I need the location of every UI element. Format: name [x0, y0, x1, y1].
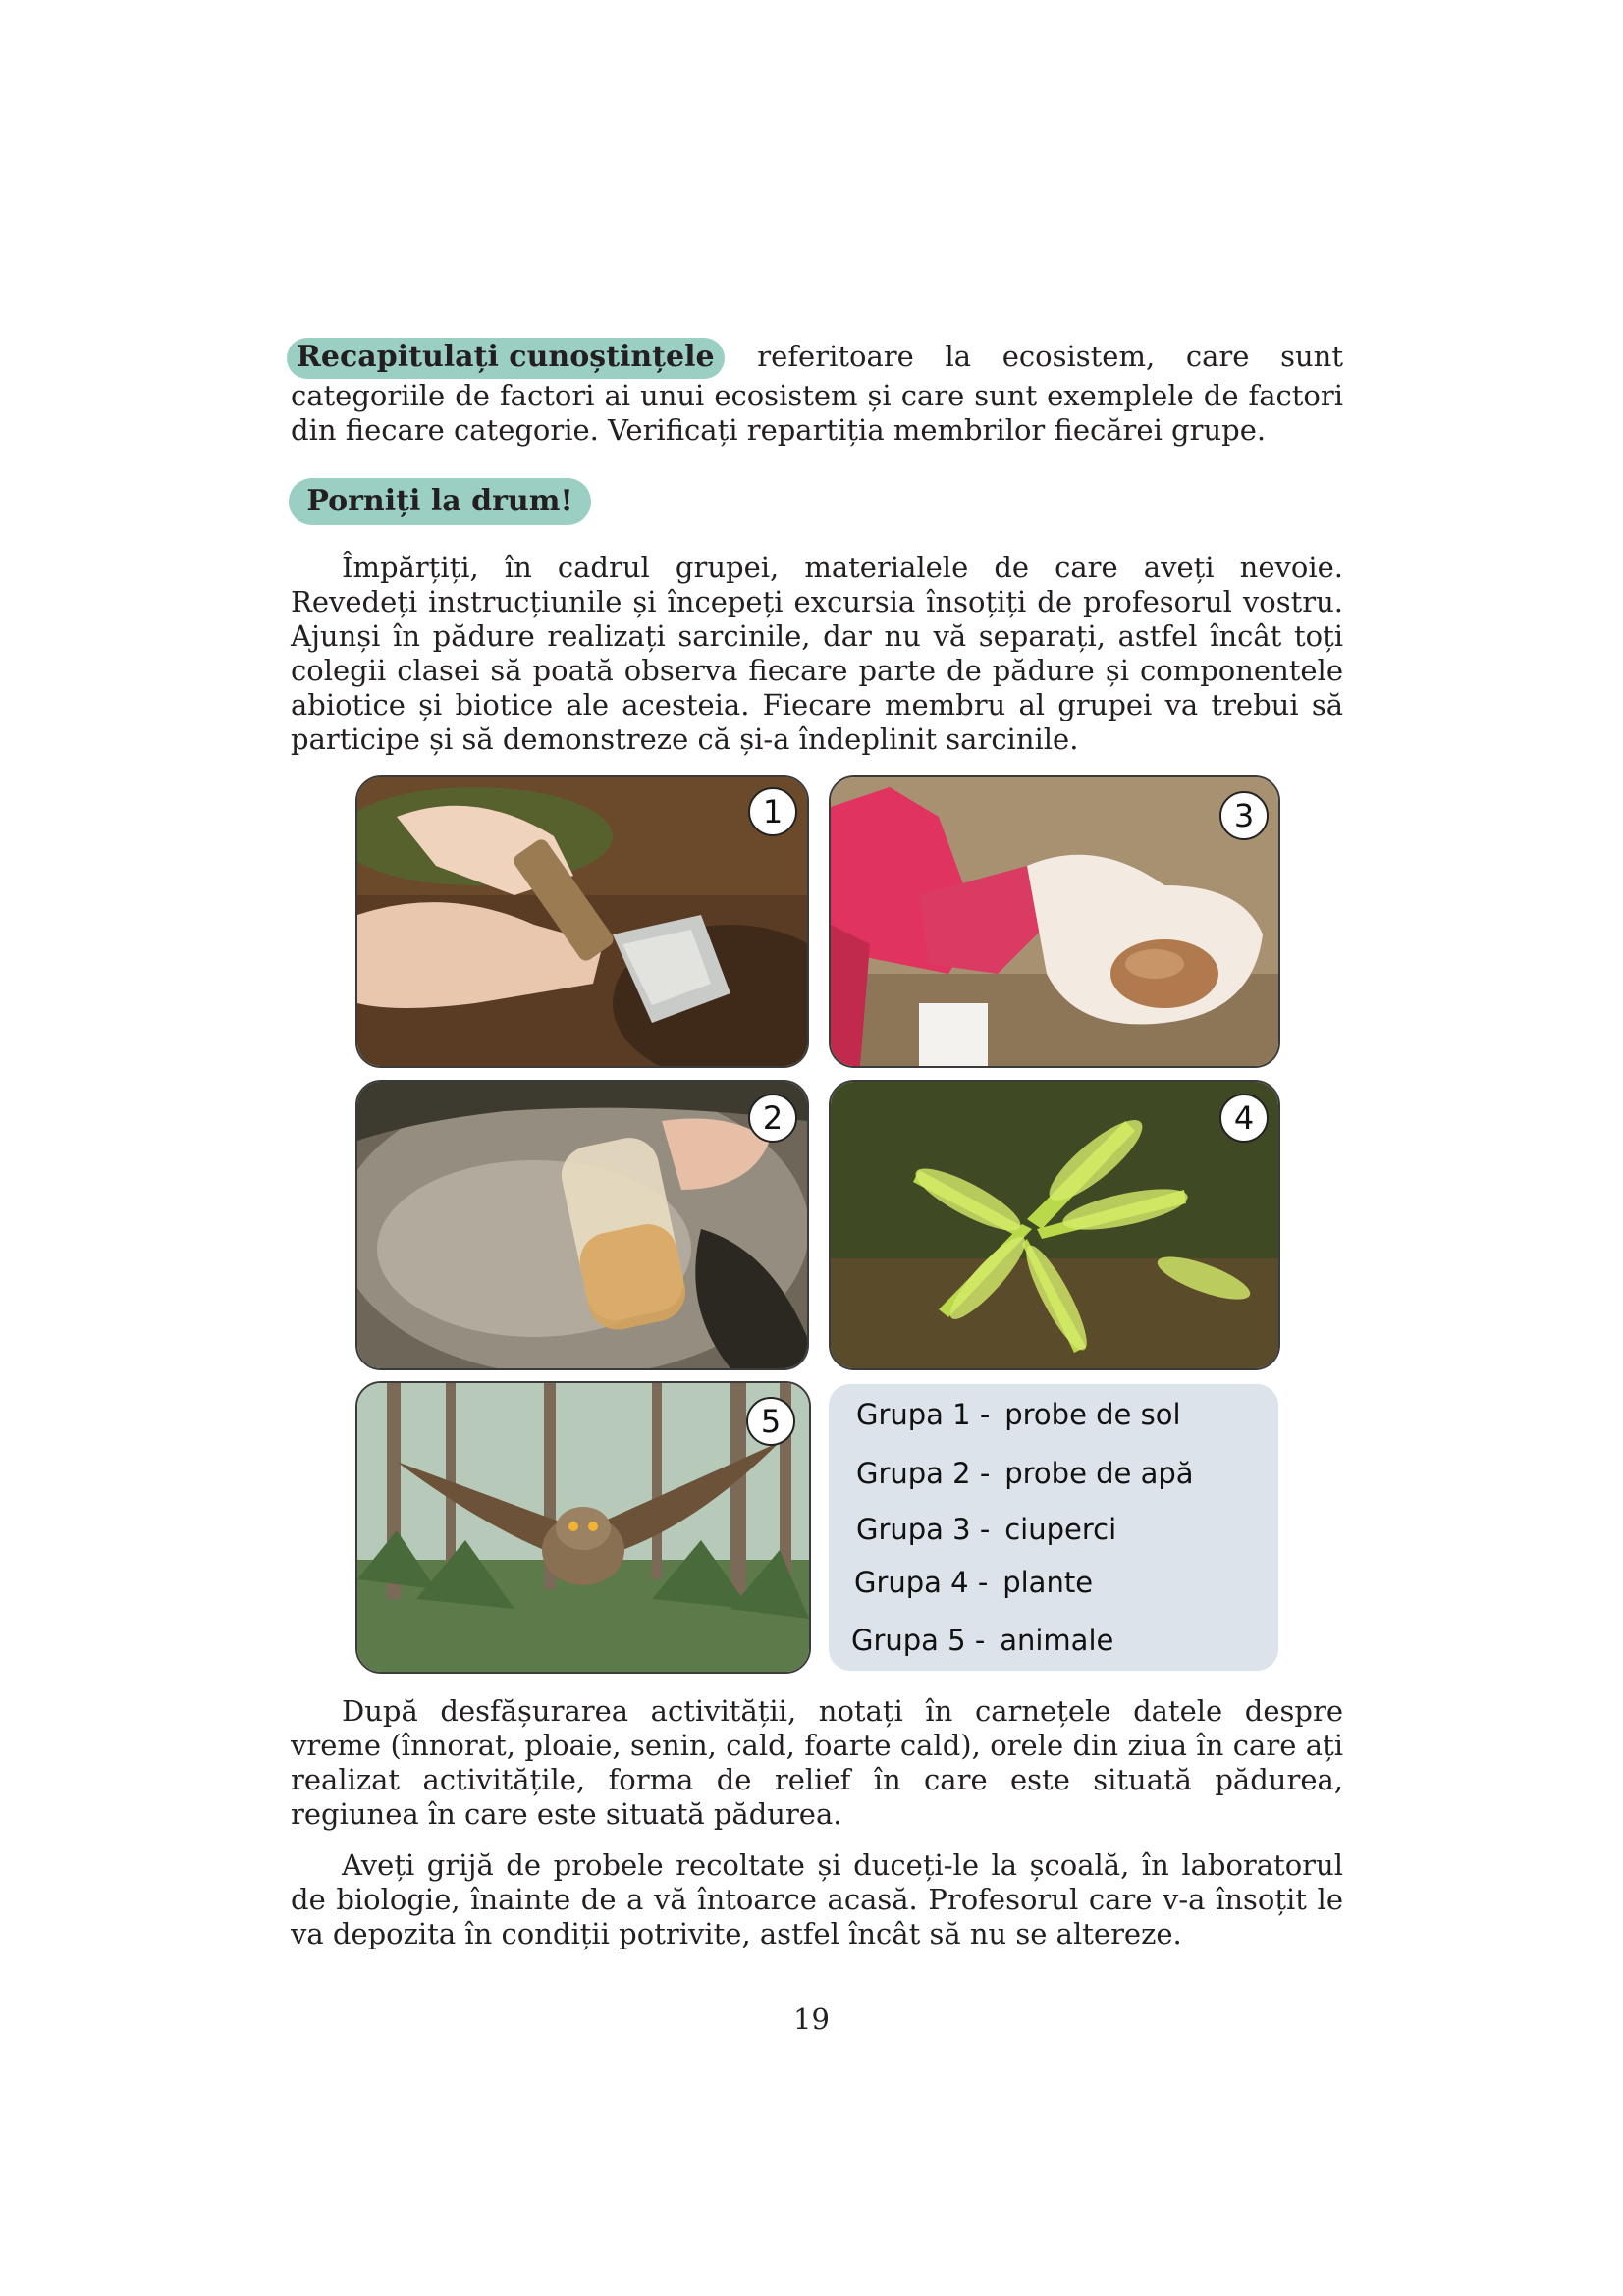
weather-notes-text: După desfășurarea activității, notați în carnețele datele despre vreme (înnorat, ploaie, senin, cald, foarte cald), orele din ziua în care ați realizat activitățile, forma de relief în care este situată pădurea, regiunea în care este situată pădurea. [291, 1694, 1343, 1831]
photo-number-4: 4 [1219, 1094, 1269, 1143]
intro-paragraph [291, 338, 1343, 448]
group-task: probe de sol [1004, 1398, 1181, 1431]
intro-text [291, 338, 1343, 448]
photo-number-1: 1 [748, 787, 797, 836]
group-label: Grupa 4 - [854, 1566, 989, 1599]
photo-number-3: 3 [1219, 791, 1269, 840]
group-task: ciuperci [1004, 1513, 1117, 1546]
instructions-text: Împărțiți, în cadrul grupei, materialele de care aveți nevoie. Revedeți instrucțiunile și începeți excursia însoțiți de profesorul vostru. Ajunși în pădure realizați sarcinile, dar nu vă separați, astfel încât toți colegii clasei să poată observa fiecare parte de pădure și componentele abiotice și biotice ale acesteia. Fiecare membru al grupei va trebui să participe și să demonstreze că și-a îndeplinit sarcinile. [291, 551, 1343, 756]
owl-forest-illustration [357, 1383, 809, 1672]
mushroom-glove-illustration [831, 777, 1278, 1066]
owl-forest-photo [355, 1381, 811, 1674]
instructions-paragraph [291, 551, 1343, 757]
mushroom-glove-photo [829, 775, 1280, 1068]
samples-care-text: Aveți grijă de probele recoltate și duceți-le la școală, în laboratorul de biologie, înainte de a vă întoarce acasă. Profesorul care v-a însoțit le va depozita în condiții potrivite, astfel încât să nu se altereze. [291, 1848, 1343, 1950]
weather-notes-paragraph [291, 1694, 1343, 1832]
soil-sampling-photo [355, 775, 809, 1068]
recap-highlight: Recapitulați cunoștințele [287, 338, 725, 379]
start-heading: Porniți la drum! [289, 478, 591, 525]
fern-illustration [831, 1082, 1278, 1368]
intro-body: referitoare la ecosistem, care sunt categoriile de factori ai unui ecosistem și care sunt exemplele de factori din fiecare categorie. Verificați repartiția membrilor fiecărei grupe. [291, 340, 1344, 447]
group-label: Grupa 5 - [851, 1624, 986, 1657]
group-row-5 [851, 1624, 1113, 1657]
water-sample-photo [355, 1080, 809, 1370]
group-assignments-box [829, 1384, 1278, 1671]
group-row-4 [854, 1566, 1093, 1599]
water-sample-illustration [357, 1082, 807, 1368]
group-task: probe de apă [1004, 1457, 1194, 1490]
group-task: plante [1002, 1566, 1094, 1599]
group-row-2 [856, 1457, 1194, 1490]
group-label: Grupa 3 - [856, 1513, 991, 1546]
group-row-1 [856, 1398, 1181, 1431]
group-label: Grupa 2 - [856, 1457, 991, 1490]
page-number: 19 [793, 2002, 830, 2036]
soil-sampling-illustration [357, 777, 807, 1066]
group-label: Grupa 1 - [856, 1398, 991, 1431]
samples-care-paragraph [291, 1848, 1343, 1951]
fern-plant-photo [829, 1080, 1280, 1370]
group-task: animale [1000, 1624, 1114, 1657]
photo-number-5: 5 [746, 1397, 795, 1446]
photo-number-2: 2 [748, 1094, 797, 1143]
group-row-3 [856, 1513, 1116, 1546]
